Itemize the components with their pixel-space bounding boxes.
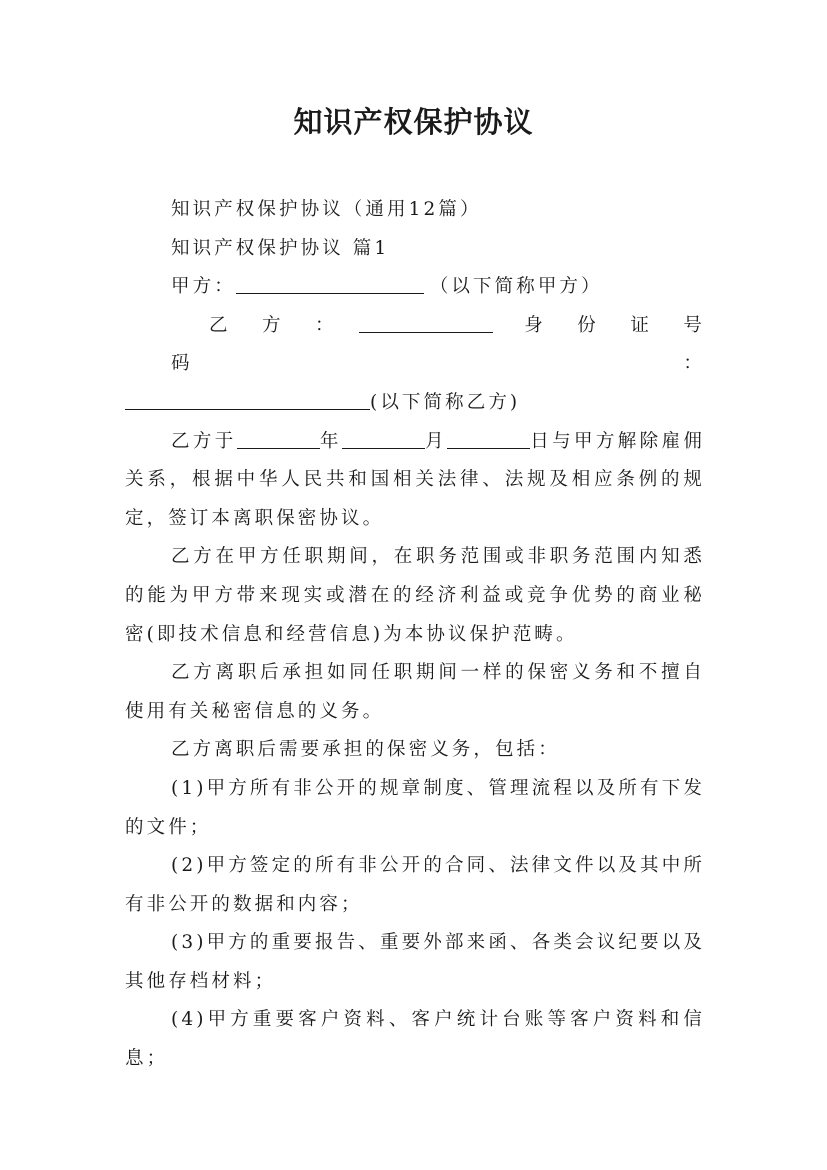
party-b-label: 乙 方 ：	[209, 314, 333, 336]
paragraph-scope: 乙方在甲方任职期间，在职务范围或非职务范围内知悉的能为甲方带来现实或潜在的经济利益或竞争优势的商业秘密(即技术信息和经营信息)为本协议保护范畴。	[125, 546, 705, 645]
paragraph-termination	[125, 423, 705, 539]
list-item: (3)甲方的重要报告、重要外部来函、各类会议纪要以及其他存档材料；	[125, 932, 705, 992]
p1-prefix: 乙方于	[171, 430, 237, 452]
document-title: 知识产权保护协议	[293, 105, 534, 139]
party-b-id-line	[125, 384, 705, 423]
section-heading: 知识产权保护协议 篇1	[171, 237, 390, 259]
list-item: (1)甲方所有非公开的规章制度、管理流程以及所有下发的文件；	[125, 777, 705, 838]
p1-month: 月	[424, 430, 447, 452]
party-b-id-blank	[125, 390, 370, 410]
p1-year: 年	[319, 430, 342, 452]
party-b-line	[125, 307, 727, 384]
party-b-id-label: 身 份 证 号 码 ：	[171, 314, 727, 375]
party-a-label: 甲方：	[171, 276, 236, 298]
paragraph-obligation: 乙方离职后承担如同任职期间一样的保密义务和不擅自使用有关秘密信息的义务。	[125, 662, 705, 722]
list-item: (2)甲方签定的所有非公开的合同、法律文件以及其中所有非公开的数据和内容；	[125, 855, 705, 915]
month-blank	[342, 428, 425, 448]
day-blank	[447, 428, 530, 448]
list-item: (4)甲方重要客户资料、客户统计台账等客户资料和信息；	[125, 1009, 705, 1070]
party-b-suffix: (以下简称乙方)	[370, 391, 521, 413]
document-body	[125, 191, 727, 1079]
year-blank	[237, 428, 320, 448]
p1-rest: 日与甲方解除雇佣关系，根据中华人民共和国相关法律、法规及相应条例的规定，签订本离职保密协议。	[125, 430, 705, 529]
party-a-line	[125, 268, 705, 307]
paragraph-obligation-list-intro: 乙方离职后需要承担的保密义务，包括：	[171, 739, 560, 761]
party-b-blank	[359, 312, 493, 332]
party-a-blank	[236, 274, 424, 294]
party-a-suffix: （以下简称甲方）	[429, 276, 603, 298]
subtitle: 知识产权保护协议（通用12篇）	[171, 199, 482, 220]
